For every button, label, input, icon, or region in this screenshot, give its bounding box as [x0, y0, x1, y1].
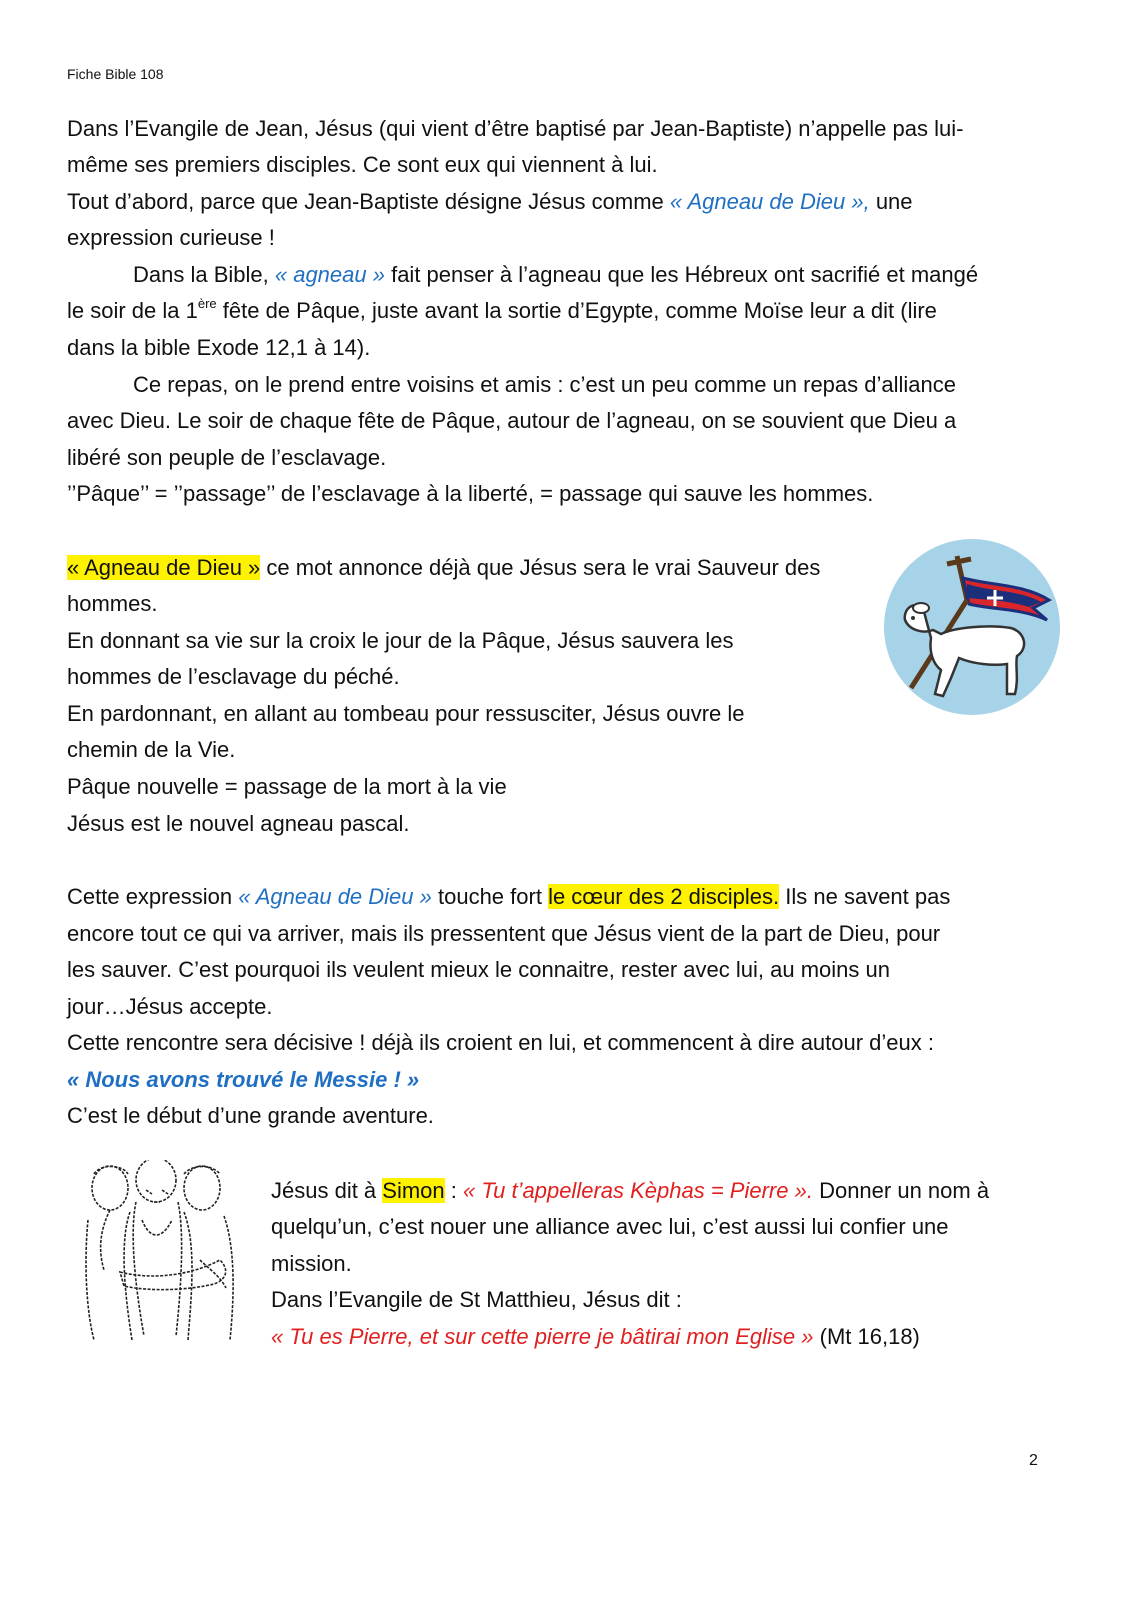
text-span: touche fort — [431, 884, 549, 909]
text-line — [67, 553, 820, 583]
text-line: encore tout ce qui va arriver, mais ils pressentent que Jésus vient de la part de Dieu, pour — [67, 921, 941, 946]
text-line: Dans l’Evangile de Jean, Jésus (qui vient d’être baptisé par Jean-Baptiste) n’appelle pas lui- — [67, 116, 964, 141]
superscript: ère — [197, 295, 217, 311]
text-span: le soir de la 1 — [67, 298, 198, 323]
text-line — [133, 260, 978, 290]
text-line: Dans l’Evangile de St Matthieu, Jésus dit : — [271, 1287, 682, 1312]
highlight-agneau-de-dieu: « Agneau de Dieu » — [67, 555, 261, 580]
text-line: dans la bible Exode 12,1 à 14). — [67, 335, 371, 360]
text-span: Tout d’abord, parce que Jean-Baptiste désigne Jésus comme — [67, 189, 670, 214]
text-line: En pardonnant, en allant au tombeau pour ressusciter, Jésus ouvre le — [67, 701, 745, 726]
text-line: expression curieuse ! — [67, 225, 275, 250]
quote-messie: « Nous avons trouvé le Messie ! » — [67, 1067, 420, 1092]
text-line: Ce repas, on le prend entre voisins et amis : c’est un peu comme un repas d’alliance — [133, 372, 956, 397]
text-line — [67, 296, 937, 326]
lamb-of-god-illustration — [883, 538, 1061, 716]
text-line: Cette rencontre sera décisive ! déjà ils croient en lui, et commencent à dire autour d’eux : — [67, 1030, 935, 1055]
text-span: (Mt 16,18) — [813, 1324, 920, 1349]
text-line — [271, 1176, 989, 1206]
text-line: hommes. — [67, 591, 158, 616]
text-line — [271, 1322, 920, 1352]
text-span: : — [444, 1178, 463, 1203]
text-span: fête de Pâque, juste avant la sortie d’Egypte, comme Moïse leur a dit (lire — [216, 298, 937, 323]
text-span: Ils ne savent pas — [779, 884, 951, 909]
quote-agneau-de-dieu: « Agneau de Dieu », — [669, 189, 870, 214]
text-span: ce mot annonce déjà que Jésus sera le vrai Sauveur des — [260, 555, 821, 580]
text-line: ’’Pâque’’ = ’’passage’’ de l’esclavage à la liberté, = passage qui sauve les hommes. — [67, 481, 874, 506]
text-line: avec Dieu. Le soir de chaque fête de Pâque, autour de l’agneau, on se souvient que Dieu a — [67, 408, 957, 433]
text-line: les sauver. C’est pourquoi ils veulent mieux le connaitre, rester avec lui, au moins un — [67, 957, 890, 982]
page-number: 2 — [1029, 1452, 1038, 1469]
text-span: une — [869, 189, 913, 214]
text-line: hommes de l’esclavage du péché. — [67, 664, 400, 689]
text-line: mission. — [271, 1251, 352, 1276]
text-line: C’est le début d’une grande aventure. — [67, 1103, 434, 1128]
quote-kephas: « Tu t’appelleras Kèphas = Pierre ». — [462, 1178, 813, 1203]
text-span: Dans la Bible, — [133, 262, 275, 287]
quote-agneau: « agneau » — [274, 262, 385, 287]
highlight-coeur-disciples: le cœur des 2 disciples. — [548, 884, 780, 909]
text-line — [67, 187, 913, 217]
text-line: même ses premiers disciples. Ce sont eux qui viennent à lui. — [67, 152, 658, 177]
text-line: Jésus est le nouvel agneau pascal. — [67, 811, 410, 836]
text-line: Pâque nouvelle = passage de la mort à la vie — [67, 774, 507, 799]
text-line: En donnant sa vie sur la croix le jour de la Pâque, Jésus sauvera les — [67, 628, 734, 653]
text-line — [67, 882, 950, 912]
text-line: jour…Jésus accepte. — [67, 994, 273, 1019]
disciples-group-illustration — [80, 1160, 240, 1342]
text-span: Cette expression — [67, 884, 239, 909]
text-span: fait penser à l’agneau que les Hébreux ont sacrifié et mangé — [384, 262, 979, 287]
text-line: quelqu’un, c’est nouer une alliance avec lui, c’est aussi lui confier une — [271, 1214, 949, 1239]
text-span: Jésus dit à — [271, 1178, 383, 1203]
quote-tu-es-pierre: « Tu es Pierre, et sur cette pierre je bâtirai mon Eglise » — [271, 1324, 814, 1349]
text-line: libéré son peuple de l’esclavage. — [67, 445, 387, 470]
text-line: chemin de la Vie. — [67, 737, 236, 762]
quote-agneau-de-dieu: « Agneau de Dieu » — [238, 884, 432, 909]
highlight-simon: Simon — [382, 1178, 445, 1203]
text-span: Donner un nom à — [812, 1178, 990, 1203]
document-header: Fiche Bible 108 — [67, 66, 164, 82]
